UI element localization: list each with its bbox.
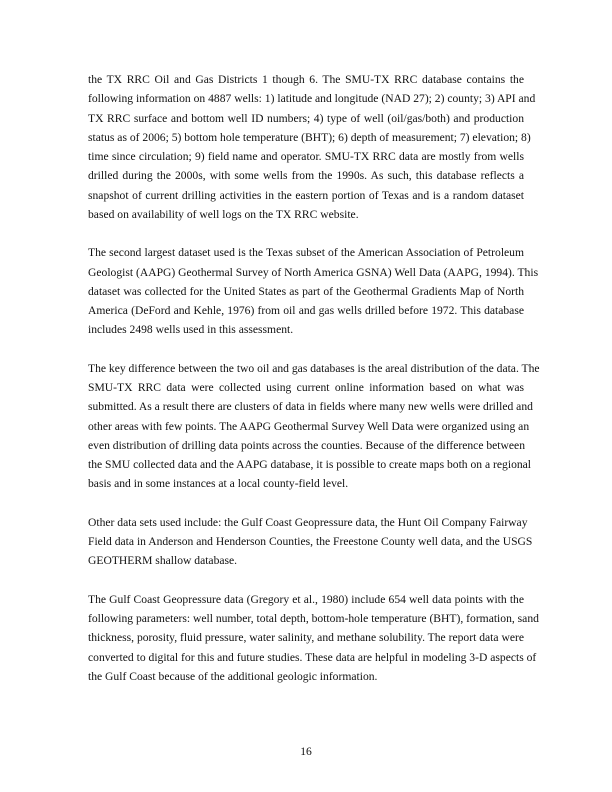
text-line: America (DeFord and Kehle, 1976) from oil and gas wells drilled before 1972. This database: [88, 304, 524, 317]
text-line: Field data in Anderson and Henderson Counties, the Freestone County well data, and the USGS: [88, 535, 533, 548]
text-line: based on availability of well logs on the TX RRC website.: [88, 207, 359, 221]
text-line: following parameters: well number, total depth, bottom-hole temperature (BHT), formation, sand: [88, 612, 539, 625]
text-line: even distribution of drilling data points across the counties. Because of the difference between: [88, 438, 525, 452]
paragraph: [88, 70, 536, 224]
text-line: basis and in some instances at a local county-field level.: [88, 477, 349, 491]
text-line: GEOTHERM shallow database.: [88, 554, 238, 568]
text-line: the Gulf Coast because of the additional geologic information.: [88, 669, 378, 683]
text-line: following information on 4887 wells: 1) latitude and longitude (NAD 27); 2) county; 3) API and: [88, 92, 536, 106]
paragraph: [88, 513, 533, 571]
text-line: dataset was collected for the United States as part of the Geothermal Gradients Map of North: [88, 284, 524, 298]
text-line: The Gulf Coast Geopressure data (Gregory et al., 1980) include 654 well data points with the: [88, 592, 524, 606]
text-line: the TX RRC Oil and Gas Districts 1 though 6. The SMU-TX RRC database contains the: [88, 73, 524, 86]
text-line: other areas with few points. The AAPG Geothermal Survey Well Data were organized using an: [88, 419, 530, 433]
paragraph: [88, 359, 540, 494]
text-line: thickness, porosity, fluid pressure, water salinity, and methane solubility. The report data were: [88, 631, 524, 645]
text-line: submitted. As a result there are clusters of data in fields where many new wells were drilled and: [88, 400, 533, 414]
text-line: converted to digital for this and future studies. These data are helpful in modeling 3-D aspects of: [88, 650, 537, 664]
text-line: SMU-TX RRC data were collected using current online information based on what was: [88, 381, 524, 394]
document-body: [88, 70, 540, 705]
text-line: time since circulation; 9) field name and operator. SMU-TX RRC data are mostly from wells: [88, 150, 524, 163]
text-line: the SMU collected data and the AAPG database, it is possible to create maps both on a regional: [88, 458, 532, 471]
text-line: The key difference between the two oil and gas databases is the areal distribution of the data. The: [88, 361, 540, 375]
text-line: Other data sets used include: the Gulf Coast Geopressure data, the Hunt Oil Company Fairway: [88, 515, 528, 529]
text-line: drilled during the 2000s, with some wells from the 1990s. As such, this database reflects a: [88, 169, 524, 183]
text-line: The second largest dataset used is the Texas subset of the American Association of Petroleum: [88, 246, 524, 260]
text-line: Geologist (AAPG) Geothermal Survey of North America GSNA) Well Data (AAPG, 1994). This: [88, 265, 539, 279]
text-line: status as of 2006; 5) bottom hole temperature (BHT); 6) depth of measurement; 7) elevation; 8): [88, 130, 531, 144]
text-line: includes 2498 wells used in this assessment.: [88, 323, 294, 337]
page-number: 16: [300, 745, 312, 758]
paragraph: [88, 590, 539, 686]
text-line: snapshot of current drilling activities in the eastern portion of Texas and is a random dataset: [88, 188, 524, 202]
paragraph: [88, 243, 539, 339]
text-line: TX RRC surface and bottom well ID numbers; 4) type of well (oil/gas/both) and production: [88, 111, 524, 125]
